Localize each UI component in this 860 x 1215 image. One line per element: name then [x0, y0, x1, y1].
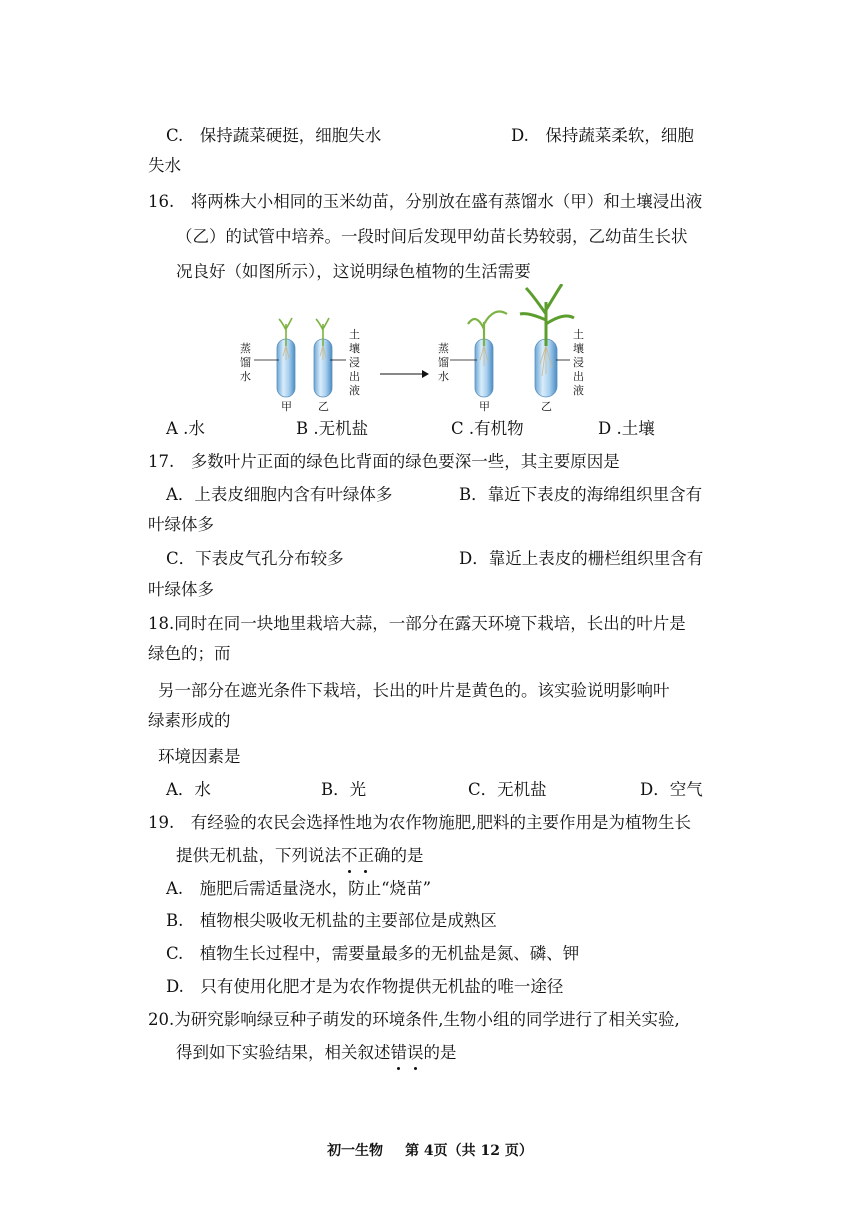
label-soil-extract-after-1: 土	[573, 328, 584, 341]
seedling-experiment-diagram	[232, 284, 592, 414]
label-yi-before: 乙	[318, 400, 329, 413]
tube-jia-after	[468, 312, 507, 397]
q18-option-d: D．空气	[640, 780, 703, 799]
label-yi-after: 乙	[541, 400, 552, 413]
label-distilled-water-after-3: 水	[438, 370, 449, 383]
footer-subject: 初一生物	[327, 1143, 384, 1159]
q17-option-b-cont: 叶绿体多	[148, 515, 214, 534]
q17-option-d: D．靠近上表皮的栅栏组织里含有	[459, 549, 704, 568]
q18-stem-line3: 另一部分在遮光条件下栽培，长出的叶片是黄色的。该实验说明影响叶	[158, 681, 670, 700]
label-distilled-water-after-1: 蒸	[438, 342, 449, 355]
tube-yi-after	[520, 284, 574, 397]
label-jia-after: 甲	[479, 400, 490, 413]
q18-stem-line1: 18.同时在同一块地里栽培大蒜，一部分在露天环境下栽培，长出的叶片是	[148, 614, 686, 633]
q16-stem-line3: 况良好（如图所示），这说明绿色植物的生活需要	[176, 262, 531, 281]
q20-stem-line1: 20.为研究影响绿豆种子萌发的环境条件,生物小组的同学进行了相关实验,	[148, 1010, 680, 1029]
q20-stem-line2-tail: 的是	[423, 1043, 457, 1062]
label-soil-extract-after-5: 液	[573, 384, 584, 397]
q16-option-c: C .有机物	[451, 419, 524, 438]
q17-option-b: B．靠近下表皮的海绵组织里含有	[459, 485, 703, 504]
arrow-right-icon	[380, 370, 429, 378]
label-soil-extract-after-2: 壤	[573, 342, 584, 355]
q16-option-b: B .无机盐	[296, 419, 369, 438]
label-distilled-water-3: 水	[240, 370, 251, 383]
q15-option-d-cont: 失水	[148, 156, 181, 175]
page-footer	[0, 1140, 860, 1160]
q16-stem-line2: （乙）的试管中培养。一段时间后发现甲幼苗长势较弱，乙幼苗生长状	[176, 227, 688, 246]
q17-option-d-cont: 叶绿体多	[148, 580, 214, 599]
q19-stem-line2	[176, 846, 424, 866]
q16-option-a: A .水	[166, 419, 205, 438]
label-jia-before: 甲	[281, 400, 292, 413]
label-soil-extract-1: 土	[349, 328, 360, 341]
q19-option-b: B. 植物根尖吸收无机盐的主要部位是成熟区	[166, 911, 497, 930]
q18-stem-line2: 绿色的；而	[148, 644, 231, 663]
label-soil-extract-2: 壤	[349, 342, 360, 355]
q18-option-c: C．无机盐	[468, 780, 547, 799]
label-distilled-water-2: 馏	[240, 356, 251, 369]
q20-stem-line2-text: 得到如下实验结果，相关叙述	[176, 1043, 391, 1062]
label-soil-extract-after-4: 出	[573, 370, 584, 383]
q20-stem-line2	[176, 1043, 457, 1063]
q16-stem-line1: 16. 将两株大小相同的玉米幼苗，分别放在盛有蒸馏水（甲）和土壤浸出液	[148, 192, 703, 211]
q19-stem-line1: 19. 有经验的农民会选择性地为农作物施肥,肥料的主要作用是为植物生长	[148, 813, 691, 832]
emphasis-char: 正	[357, 846, 374, 865]
q17-option-a: A．上表皮细胞内含有叶绿体多	[166, 485, 393, 504]
label-distilled-water-after-2: 馏	[438, 356, 449, 369]
tube-yi-before	[314, 318, 332, 397]
footer-page-number: 第 4页（共 12 页）	[405, 1143, 533, 1159]
label-soil-extract-3: 浸	[349, 356, 360, 369]
label-distilled-water-1: 蒸	[240, 342, 251, 355]
q19-option-c: C. 植物生长过程中，需要量最多的无机盐是氮、磷、钾	[166, 944, 580, 963]
label-soil-extract-after-3: 浸	[573, 356, 584, 369]
q15-option-d: D. 保持蔬菜柔软，细胞	[511, 126, 694, 145]
q15-option-c: C. 保持蔬菜硬挺，细胞失水	[166, 126, 382, 145]
label-soil-extract-4: 出	[349, 370, 360, 383]
q17-option-c: C．下表皮气孔分布较多	[166, 549, 344, 568]
q18-option-a: A．水	[166, 780, 211, 799]
tube-jia-before	[277, 318, 295, 397]
q19-stem-line2-tail: 确的是	[374, 846, 424, 865]
q19-stem-line2-text: 提供无机盐，下列说法	[176, 846, 341, 865]
emphasis-char: 误	[407, 1043, 424, 1062]
q17-stem: 17. 多数叶片正面的绿色比背面的绿色要深一些，其主要原因是	[148, 452, 620, 471]
q18-stem-line4: 绿素形成的	[148, 711, 231, 730]
q19-option-a: A. 施肥后需适量浇水，防止“烧苗”	[166, 879, 432, 898]
emphasis-char: 错	[390, 1043, 407, 1062]
emphasis-char: 不	[341, 846, 358, 865]
q16-figure	[232, 284, 592, 414]
q19-option-d: D. 只有使用化肥才是为农作物提供无机盐的唯一途径	[166, 977, 564, 996]
q16-option-d: D .土壤	[598, 419, 655, 438]
q18-option-b: B．光	[321, 780, 367, 799]
q18-stem-line5: 环境因素是	[158, 747, 241, 766]
label-soil-extract-5: 液	[349, 384, 360, 397]
